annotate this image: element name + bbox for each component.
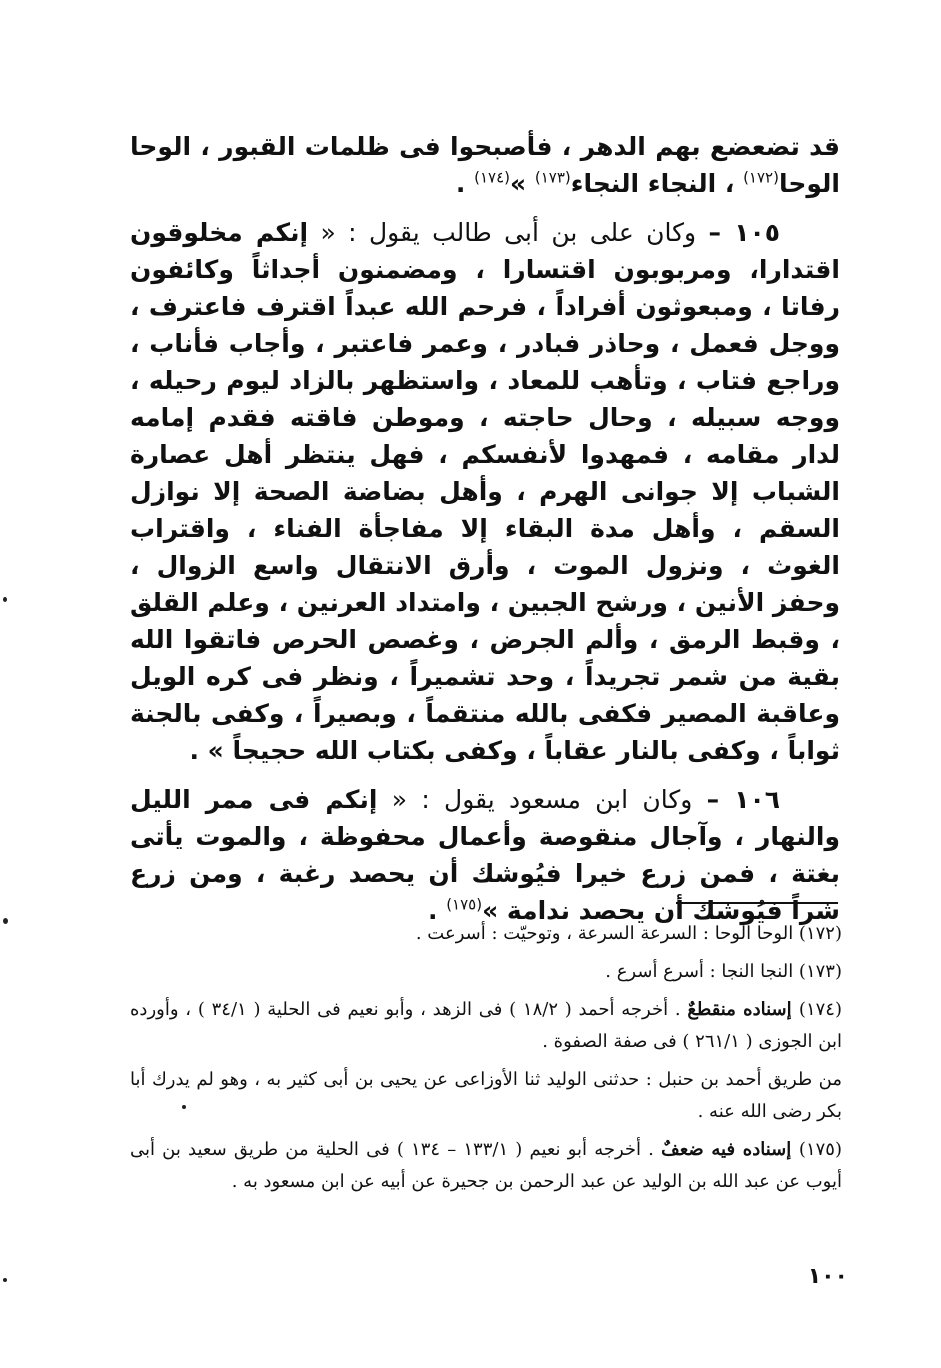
footnotes [130, 918, 842, 1204]
paragraph-105-number: ١٠٥ – [708, 218, 780, 247]
paragraph-106 [130, 781, 840, 929]
p104-text: قد تضعضع بهم الدهر ، فأصبحوا فى ظلمات القبور ، الوحا الوحا [130, 132, 840, 198]
footnote-ref-175: (١٧٥) [446, 895, 483, 914]
footnote-separator [676, 902, 838, 904]
scan-speck [3, 1278, 7, 1282]
p104-mid: ، النجاء النجاء [570, 169, 744, 198]
paragraph-106-end: . [427, 896, 447, 925]
footnote-175-number: (١٧٥) [798, 1139, 842, 1160]
footnote-174-continuation: من طريق أحمد بن حنبل : حدثنى الوليد ثنا الأوزاعى عن يحيى بن أبى كثير به ، وهو لم يدرك أبا بكر رضى الله عنه . [130, 1069, 842, 1122]
scan-speck [3, 918, 8, 924]
footnote-175-grading: إسناده فيه ضعفٌ [661, 1139, 799, 1160]
scan-speck [182, 1105, 186, 1109]
footnote-175 [130, 1134, 842, 1198]
p104-end: . [455, 169, 475, 198]
paragraph-104-continuation [130, 128, 840, 202]
footnote-174-grading: إسناده منقطعٌ [687, 999, 799, 1020]
page-number: ١٠٠ [807, 1264, 848, 1289]
footnote-174 [130, 994, 842, 1058]
footnote-174-text: . أخرجه أحمد ( ١٨/٢ ) فى الزهد ، وأبو نعيم فى الحلية ( ٣٤/١ ) ، وأورده ابن الجوزى ( ٢٦١/١ ) فى صفة الصفوة . [130, 999, 842, 1052]
paragraph-106-number: ١٠٦ – [706, 785, 780, 814]
paragraph-106-body: إنكم فى ممر الليل والنهار ، وآجال منقوصة وأعمال محفوظة ، والموت يأتى بغتة ، فمن زرع خيرا فيُوشك أن يحصد رغبة ، ومن زرع شراً فيُوشك أن يحصد ندامة » [130, 785, 840, 925]
footnote-173: (١٧٣) النجا النجا : أسرع أسرع . [605, 961, 842, 982]
scan-speck [3, 597, 7, 602]
footnote-ref-173: (١٧٣) [534, 168, 571, 187]
footnote-ref-174: (١٧٤) [474, 168, 510, 187]
paragraph-105 [130, 214, 840, 769]
footnote-175-text: . أخرجه أبو نعيم ( ١٣٣/١ – ١٣٤ ) فى الحلية من طريق سعيد بن أبى أيوب عن عبد الله بن الوليد عن عبد الرحمن بن جحيرة عن أبيه عن ابن مسعود به . [130, 1139, 842, 1192]
paragraph-105-body: إنكم مخلوقون اقتدارا، ومربوبون اقتسارا ، ومضمنون أجداثاً وكائفون رفاتا ، ومبعوثون أفراداً ، فرحم الله عبداً اقترف فاعترف ، ووجل فعمل ، وحاذر فبادر ، وعمر فاعتبر ، وأجاب فأناب ، وراجع فتاب ، وتأهب للمعاد ، واستظهر بالزاد ليوم رحيله ، ووجه سبيله ، وحال حاجته ، وموطن فاقته فقدم إمامه لدار مقامه ، فمهدوا لأنفسكم ، فهل ينتظر أهل عصارة الشباب إلا جوانى الهرم ، وأهل بضاضة الصحة إلا نوازل السقم ، وأهل مدة البقاء إلا مفاجأة الفناء ، واقتراب الغوث ، ونزول الموت ، وأرق الانتقال واسع الزوال ، وحفز الأنين ، ورشح الجبين ، وامتداد العرنين ، وعلم القلق ، وقبط الرمق ، وألم الجرض ، وغصص الحرص فاتقوا الله بقية من شمر تجريداً ، وحد تشميراً ، ونظر فى كره الويل وعاقبة المصير فكفى بالله منتقماً ، وبصيراً ، وكفى بالجنة ثواباً ، وكفى بالنار عقاباً ، وكفى بكتاب الله حجيجاً » . [130, 218, 840, 765]
paragraph-105-intro: وكان على بن أبى طالب يقول : « [308, 218, 709, 247]
p104-close: » [510, 169, 535, 198]
main-text [130, 128, 840, 941]
footnote-ref-172: (١٧٢) [743, 168, 779, 187]
footnote-174-number: (١٧٤) [798, 999, 842, 1020]
paragraph-106-intro: وكان ابن مسعود يقول : « [377, 785, 707, 814]
footnote-172: (١٧٢) الوحا الوحا : السرعة السرعة ، وتوحيّت : أسرعت . [415, 923, 842, 944]
